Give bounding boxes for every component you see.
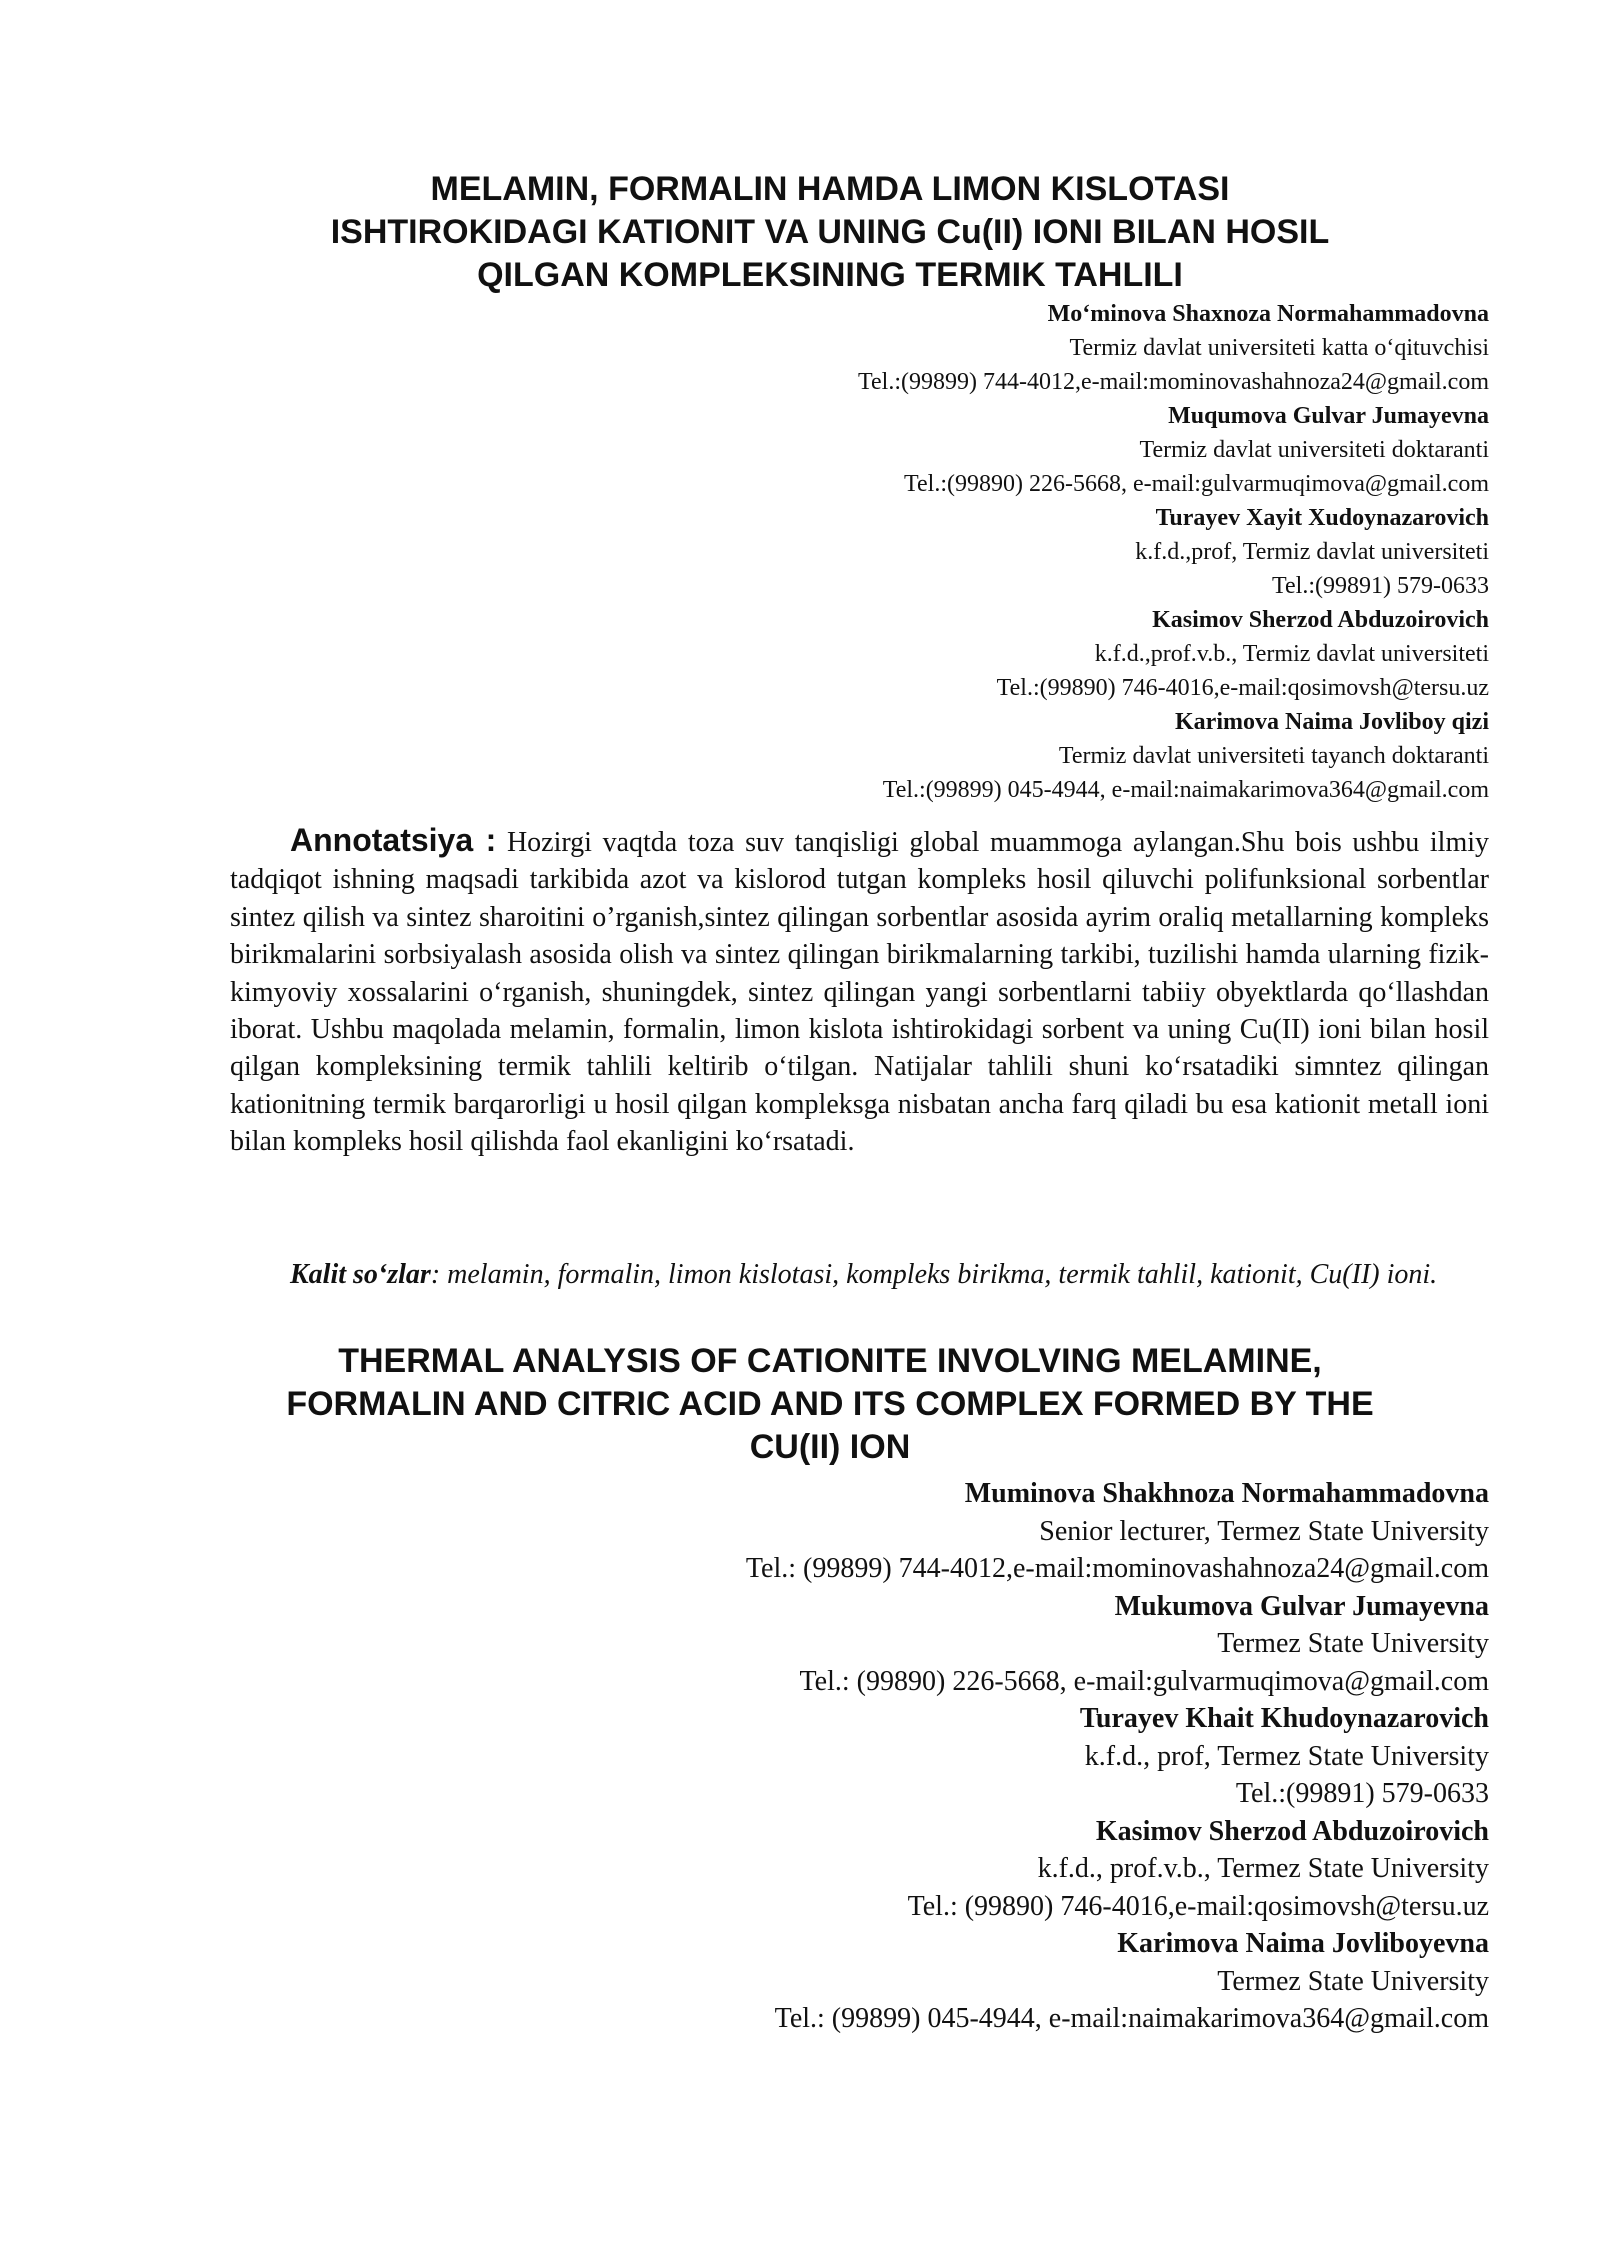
title-line: THERMAL ANALYSIS OF CATIONITE INVOLVING MELAMINE, (338, 1342, 1322, 1380)
author-name: Muqumova Gulvar Jumayevna (1168, 403, 1489, 429)
title-line: QILGAN KOMPLEKSINING TERMIK TAHLILI (477, 256, 1183, 294)
abstract-label: Annotatsiya : (290, 822, 497, 858)
author-affiliation: k.f.d., prof.v.b., Termez State University (1037, 1853, 1489, 1884)
title-line: MELAMIN, FORMALIN HAMDA LIMON KISLOTASI (430, 170, 1230, 208)
author-name: Karimova Naima Jovliboy qizi (1175, 709, 1489, 735)
abstract-paragraph (230, 822, 1489, 1161)
keywords-paragraph (230, 1256, 1489, 1293)
keywords-text: : melamin, formalin, limon kislotasi, kompleks birikma, termik tahlil, kationit, Cu(II) ioni. (430, 1259, 1438, 1290)
keywords-section (230, 1256, 1489, 1293)
author-affiliation: Termiz davlat universiteti tayanch doktaranti (1058, 743, 1489, 769)
author-affiliation: Termiz davlat universiteti katta o‘qituvchisi (1069, 335, 1489, 361)
author-contact: Tel.:(99890) 226-5668, e-mail:gulvarmuqimova@gmail.com (904, 471, 1489, 497)
title-line: FORMALIN AND CITRIC ACID AND ITS COMPLEX FORMED BY THE (286, 1385, 1374, 1423)
author-contact: Tel.:(99891) 579-0633 (1272, 573, 1489, 599)
title-line: CU(II) ION (749, 1428, 911, 1466)
author-name: Karimova Naima Jovliboyevna (1117, 1928, 1489, 1959)
author-affiliation: Termez State University (1217, 1628, 1489, 1659)
author-contact: Tel.: (99899) 045-4944, e-mail:naimakarimova364@gmail.com (774, 2003, 1489, 2034)
author-contact: Tel.:(99890) 746-4016,e-mail:qosimovsh@tersu.uz (996, 675, 1489, 701)
author-contact: Tel.:(99899) 744-4012,e-mail:mominovashahnoza24@gmail.com (858, 369, 1489, 395)
keywords-label: Kalit so‘zlar (290, 1259, 431, 1290)
abstract-text: Hozirgi vaqtda toza suv tanqisligi global muammoga aylangan.Shu bois ushbu ilmiy tadqiqot ishning maqsadi tarkibida azot va kislorod tutgan kompleks hosil qiluvchi polifunksional sorbentlar sintez qilish va sintez sharoitini o’rganish,sintez qilingan sorbentlar asosida ayrim oraliq metallarning kompleks birikmalarini sorbsiyalash asosida olish va sintez qilingan birikmalarning tarkibi, tuzilishi hamda ularning fizik-kimyoviy xossalarini o‘rganish, shuningdek, sintez qilingan yangi sorbentlarni tabiiy obyektlarda qo‘llashdan iborat. Ushbu maqolada melamin, formalin, limon kislota ishtirokidagi sorbent va uning Cu(II) ioni bilan hosil qilgan kompleksining termik tahlili keltirib o‘tilgan. Natijalar tahlili shuni ko‘rsatadiki simntez qilingan kationitning termik barqarorligi u hosil qilgan kompleksga nisbatan ancha farq qiladi bu esa kationit metall ioni bilan kompleks hosil qilishda faol ekanligini ko‘rsatadi. (230, 827, 1490, 1158)
author-contact: Tel.: (99899) 744-4012,e-mail:mominovashahnoza24@gmail.com (745, 1553, 1489, 1584)
author-name: Turayev Xayit Xudoynazarovich (1155, 505, 1489, 531)
author-name: Mukumova Gulvar Jumayevna (1114, 1590, 1489, 1622)
author-list-english (289, 1475, 1489, 2038)
paper-title-english (190, 1340, 1470, 1469)
author-affiliation: k.f.d.,prof.v.b., Termiz davlat universiteti (1094, 641, 1489, 667)
paper-title-uzbek (230, 168, 1430, 297)
author-contact: Tel.: (99890) 226-5668, e-mail:gulvarmuqimova@gmail.com (799, 1665, 1489, 1697)
author-contact: Tel.:(99899) 045-4944, e-mail:naimakarimova364@gmail.com (882, 777, 1489, 803)
abstract-section (230, 822, 1489, 1161)
author-name: Mo‘minova Shaxnoza Normahammadovna (1047, 301, 1489, 327)
author-name: Kasimov Sherzod Abduzoirovich (1152, 607, 1489, 633)
author-affiliation: k.f.d., prof, Termez State University (1084, 1740, 1489, 1772)
author-list-uzbek (289, 297, 1489, 807)
author-affiliation: k.f.d.,prof, Termiz davlat universiteti (1135, 539, 1489, 565)
author-name: Muminova Shakhnoza Normahammadovna (964, 1478, 1489, 1509)
author-affiliation: Termiz davlat universiteti doktaranti (1139, 437, 1489, 463)
author-affiliation: Termez State University (1217, 1965, 1489, 1997)
author-contact: Tel.: (99890) 746-4016,e-mail:qosimovsh@tersu.uz (907, 1890, 1489, 1922)
title-line: ISHTIROKIDAGI KATIONIT VA UNING Cu(II) IONI BILAN HOSIL (330, 213, 1330, 251)
author-name: Turayev Khait Khudoynazarovich (1079, 1703, 1489, 1734)
author-contact: Tel.:(99891) 579-0633 (1235, 1778, 1489, 1809)
author-affiliation: Senior lecturer, Termez State University (1039, 1515, 1489, 1547)
author-name: Kasimov Sherzod Abduzoirovich (1095, 1815, 1489, 1847)
